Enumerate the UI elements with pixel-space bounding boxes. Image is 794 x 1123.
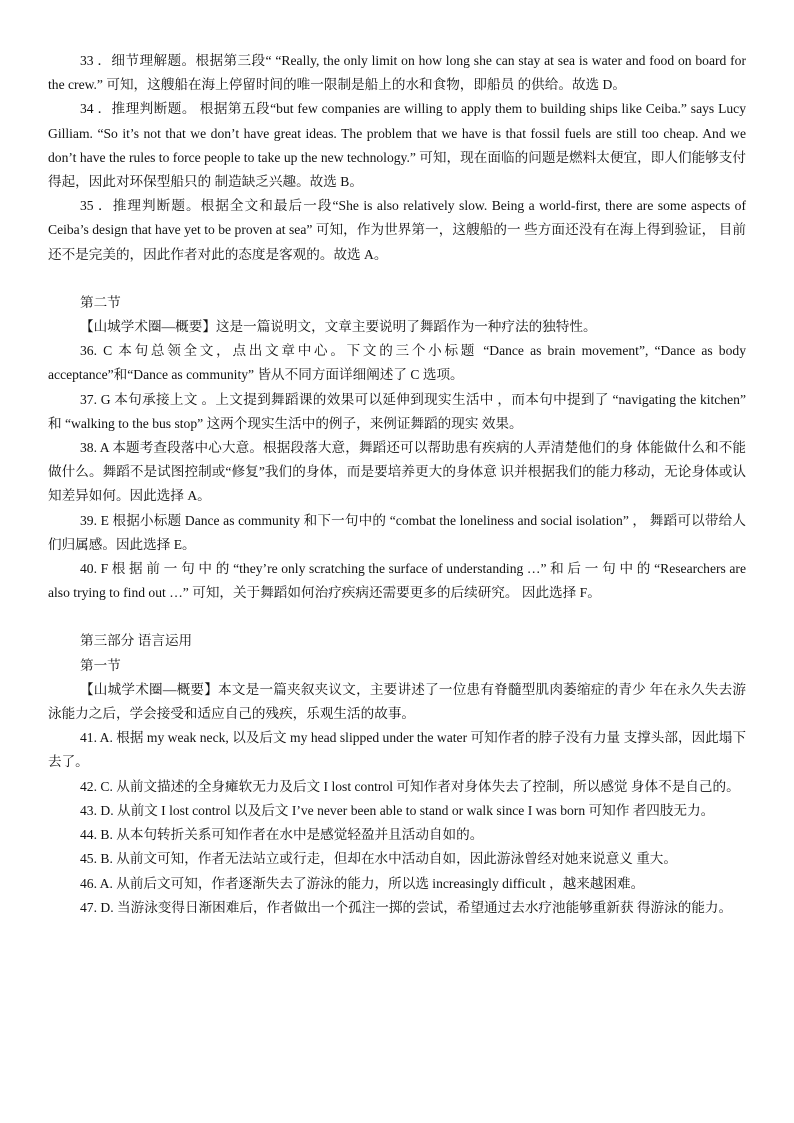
spacer <box>48 605 746 629</box>
section-2-summary: 【山城学术圈—概要】这是一篇说明文，文章主要说明了舞蹈作为一种疗法的独特性。 <box>80 319 597 335</box>
answer-46: 46. A. 从前后文可知，作者逐渐失去了游泳的能力，所以选 increasingly difficult ，越来越困难。 <box>80 875 645 891</box>
spacer <box>48 267 746 291</box>
part-3-summary: 【山城学术圈—概要】本文是一篇夹叙夹议文，主要讲述了一位患有脊髓型肌肉萎缩症的青少 年在永久失去游泳能力之后，学会接受和适应自己的残疾，乐观生活的故事。 <box>48 681 746 722</box>
answer-38: 38. A 本题考查段落中心大意。根据段落大意，舞蹈还可以帮助患有疾病的人弄清楚他们的身 体能做什么和不能做什么。舞蹈不是试图控制或“修复”我们的身体，而是要培养更大的身体意 识并根据我们的能力移动，无论身体或认知差异如何。因此选择 A。 <box>48 440 746 504</box>
answer-44: 44. B. 从本句转折关系可知作者在水中是感觉轻盈并且活动自如的。 <box>80 827 484 843</box>
answer-42: 42. C. 从前文描述的全身瘫软无力及后文 I lost control 可知作者对身体失去了控制，所以感觉 身体不是自己的。 <box>80 778 740 794</box>
answer-47: 47. D. 当游泳变得日渐困难后，作者做出一个孤注一掷的尝试，希望通过去水疗池能够重新获 得游泳的能力。 <box>80 899 733 915</box>
answer-37: 37. G 本句承接上文 。上文提到舞蹈课的效果可以延伸到现实生活中 ，而本句中提到了 “navigating the kitchen” 和 “walking to the bus stop” 这两个现实生活中的例子，来例证舞蹈的现实 效果。 <box>48 391 746 431</box>
answer-39: 39. E 根据小标题 Dance as community 和下一句中的 “combat the loneliness and social isolation” ， 舞蹈可以带给人们归属感。因此选择 E。 <box>48 512 746 552</box>
answer-36: 36. C 本句总领全文，点出文章中心。下文的三个小标题 “Dance as brain movement”, “Dance as body acceptance”和“Dance as community” 皆从不同方面详细阐述了 C 选项。 <box>48 343 746 383</box>
answer-43: 43. D. 从前文 I lost control 以及后文 I’ve never been able to stand or walk since I was born 可知作 者四肢无力。 <box>80 802 715 818</box>
answer-34: 34 ．推理判断题。 根据第五段“but few companies are willing to apply them to building ships like Ceiba.” says Lucy Gilliam. “So it’s not that we don’t have great ideas. The problem that we have is that fossil fuels are still too cheap. And we don’t have the rules to force people to take up the new technology.” 可知，现在面临的问题是燃料太便宜，即人们能够支付得起，因此对环保型船只的 制造缺乏兴趣。故选 B。 <box>48 101 746 190</box>
answer-41: 41. A. 根据 my weak neck, 以及后文 my head slipped under the water 可知作者的脖子没有力量 支撑头部，因此塌下去了。 <box>48 730 746 770</box>
answer-40: 40. F 根 据 前 一 句 中 的 “they’re only scratching the surface of understanding …” 和 后 一 句 中 的 “Researchers are also trying to find out …” 可知，关于舞蹈如何治疗疾病还需要更多的后续研究。 因此选择 F。 <box>48 561 746 601</box>
answer-35: 35 ．推理判断题。根据全文和最后一段“She is also relatively slow. Being a world-first, there are some aspects of Ceiba’s design that have yet to be proven at sea” 可知，作为世界第一，这艘船的一 些方面还没有在海上得到验证， 目前还不是完美的，因此作者对此的态度是客观的。故选 A。 <box>48 198 746 262</box>
answer-45: 45. B. 从前文可知，作者无法站立或行走，但却在水中活动自如，因此游泳曾经对她来说意义 重大。 <box>80 851 677 867</box>
section-2-title: 第二节 <box>80 294 121 310</box>
answer-33: 33 ．细节理解题。根据第三段“ “Really, the only limit on how long she can stay at sea is water and food on board for the crew.” 可知，这艘船在海上停留时间的唯一限制是船上的水和食物，即船员 的供给。故选 D。 <box>48 53 746 93</box>
part-3-subtitle: 第一节 <box>80 657 121 673</box>
part-3-title: 第三部分 语言运用 <box>80 633 193 649</box>
